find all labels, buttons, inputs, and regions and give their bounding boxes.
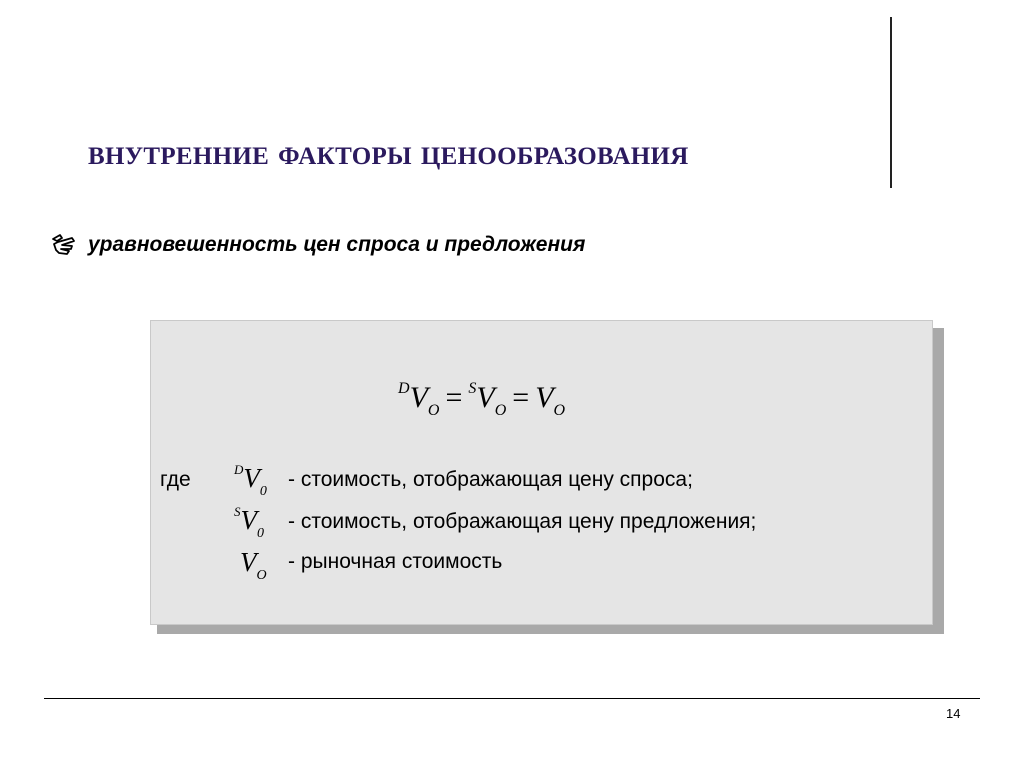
slide-title — [88, 143, 698, 171]
where-label: где — [160, 468, 191, 491]
symbol-sub: 0 — [257, 526, 264, 541]
title-word: ФАКТОРЫ — [278, 143, 412, 170]
symbol-base: V — [240, 505, 257, 535]
symbol-sup: D — [234, 462, 244, 477]
formula-term2-base: V — [476, 381, 495, 414]
definition-text: - рыночная стоимость — [288, 550, 503, 573]
symbol-sub: O — [256, 568, 267, 583]
symbol-base: V — [240, 547, 257, 577]
formula-term3-sub: O — [553, 402, 566, 419]
formula-term1-sup: D — [398, 380, 410, 397]
formula-term1-sub: O — [427, 402, 440, 419]
symbol-base: V — [243, 463, 260, 493]
formula-term1-base: V — [409, 381, 428, 414]
symbol-sub: 0 — [259, 484, 267, 499]
equilibrium-formula — [398, 380, 565, 420]
pointing-hand-icon — [50, 232, 76, 258]
formula-term2-sub: O — [494, 402, 507, 419]
formula-term2-sup: S — [468, 380, 477, 397]
formula-equals: = — [445, 381, 463, 414]
symbol-sup: S — [234, 504, 241, 519]
title-word: ЦЕНООБРАЗОВАНИЯ — [420, 143, 689, 170]
title-word: ВНУТРЕННИЕ — [88, 143, 270, 170]
definition-symbol — [234, 462, 267, 500]
definition-symbol — [240, 546, 267, 584]
page-number: 14 — [946, 706, 961, 721]
definition-text: - стоимость, отображающая цену предложения; — [288, 510, 757, 533]
definition-text: - стоимость, отображающая цену спроса; — [288, 468, 693, 491]
footer-divider — [44, 698, 980, 699]
formula-term3-base: V — [535, 381, 554, 414]
bullet-text: уравновешенность цен спроса и предложения — [88, 233, 586, 256]
vertical-divider — [890, 17, 892, 188]
definition-symbol — [234, 504, 264, 542]
formula-equals: = — [512, 381, 530, 414]
bullet-item — [50, 232, 585, 258]
